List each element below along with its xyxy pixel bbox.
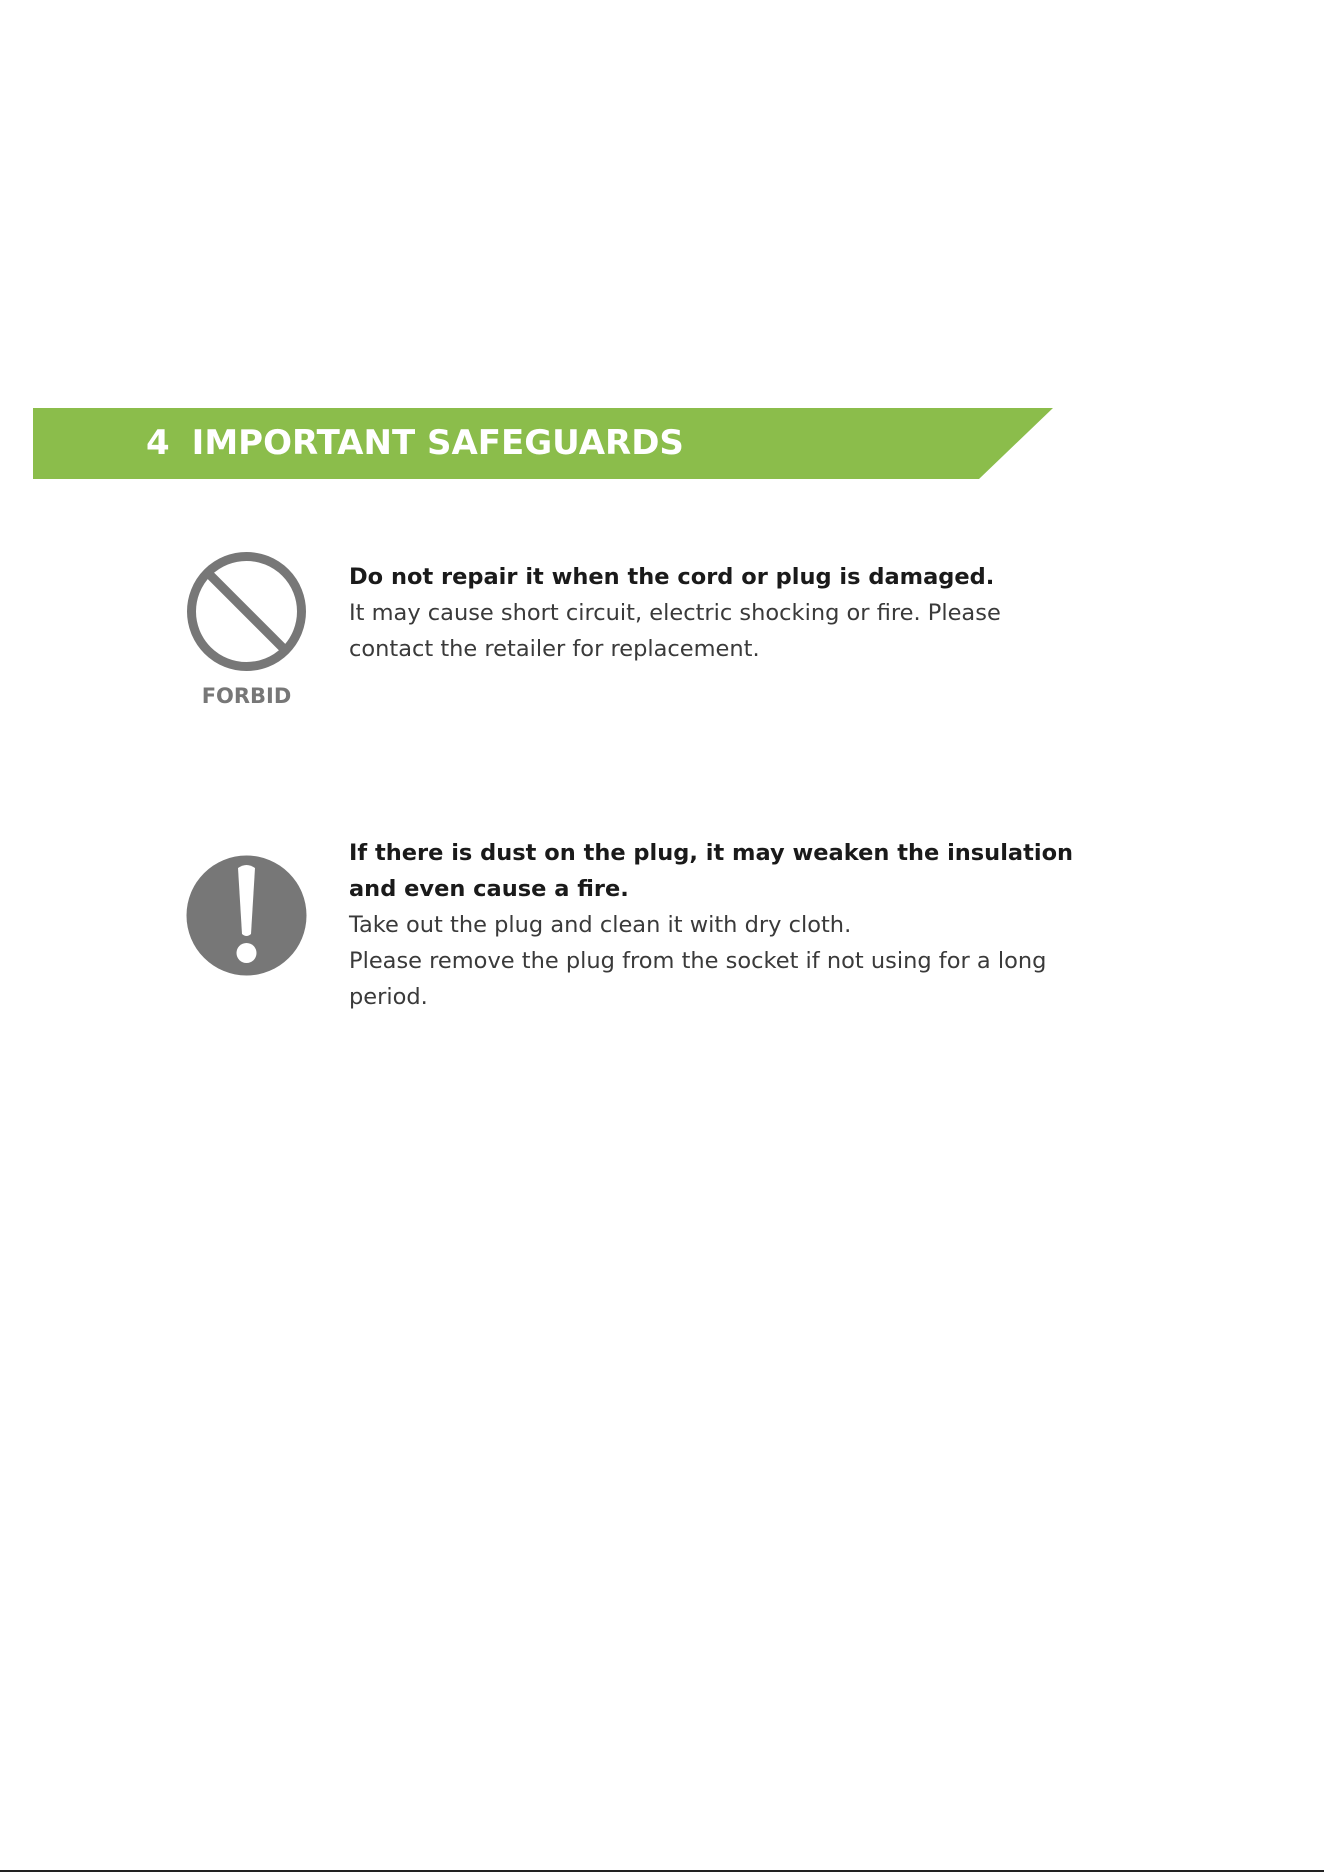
safeguard-body-line: Please remove the plug from the socket if not using for a long period. xyxy=(349,948,1047,1010)
safeguard-body: It may cause short circuit, electric shocking or fire. Please contact the retailer for replacement. xyxy=(349,600,1001,662)
safeguard-heading: Do not repair it when the cord or plug is damaged. xyxy=(349,564,995,590)
section-banner xyxy=(33,408,1053,479)
forbid-label: FORBID xyxy=(201,684,292,708)
forbid-icon xyxy=(185,550,308,673)
safeguard-item-1 xyxy=(349,559,1069,667)
safeguard-body-line: Take out the plug and clean it with dry cloth. xyxy=(349,912,852,938)
safeguard-heading: If there is dust on the plug, it may weaken the insulation and even cause a fire. xyxy=(349,840,1074,902)
section-number: 4 xyxy=(146,423,170,463)
section-title-text: IMPORTANT SAFEGUARDS xyxy=(191,423,684,463)
section-title xyxy=(146,408,684,479)
exclamation-icon xyxy=(185,854,308,977)
safeguard-item-2 xyxy=(349,835,1109,1015)
